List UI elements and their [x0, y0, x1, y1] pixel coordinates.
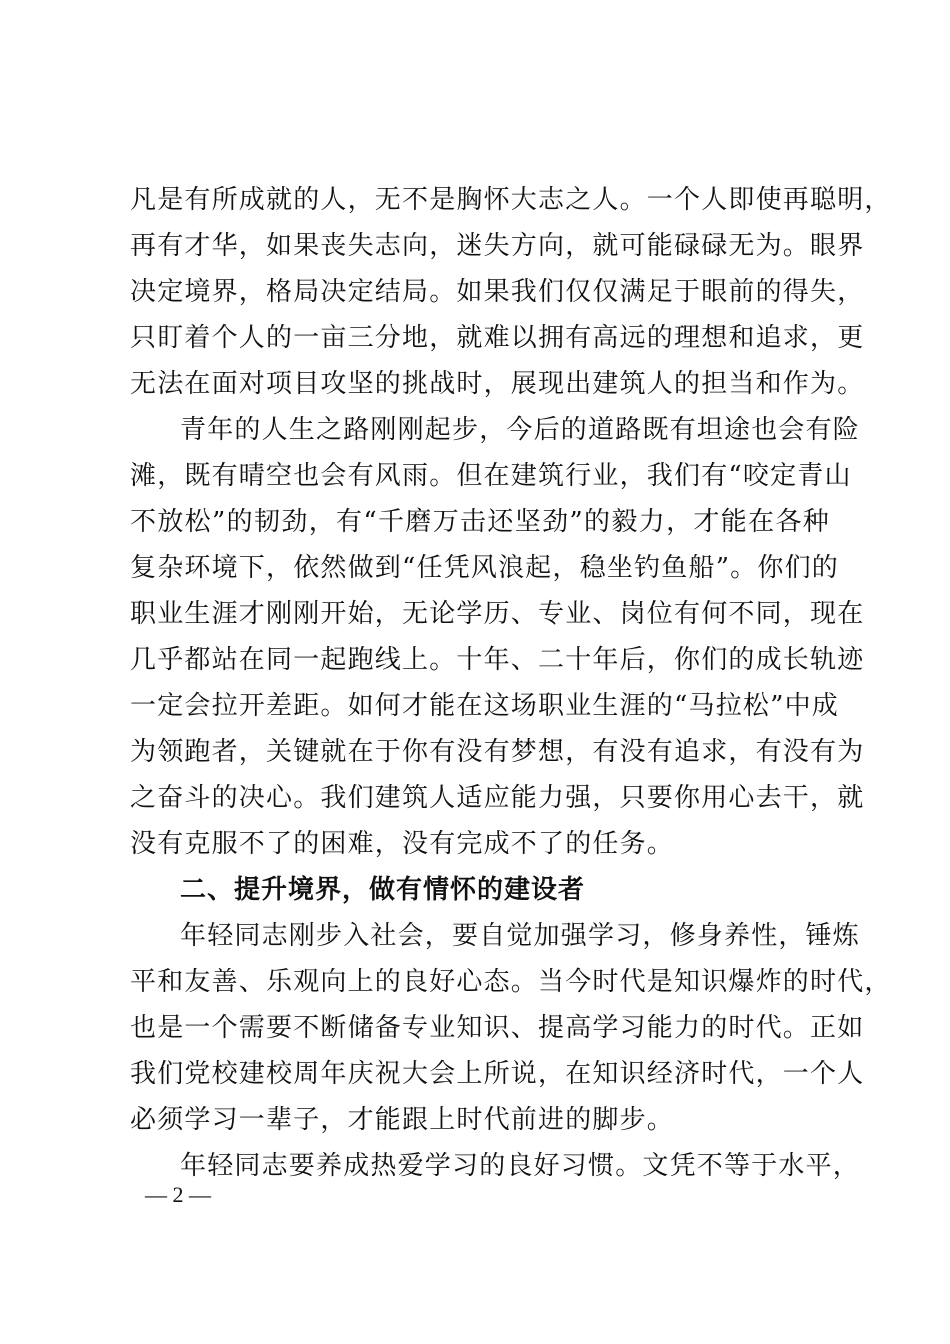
- text-line: 青年的人生之路刚刚起步，今后的道路既有坦途也会有险: [180, 415, 861, 445]
- text-line: 凡是有所成就的人，无不是胸怀大志之人。一个人即使再聪明，: [130, 185, 892, 215]
- text-line: 平和友善、乐观向上的良好心态。当今时代是知识爆炸的时代，: [130, 967, 892, 997]
- page-number: — 2 —: [145, 1182, 211, 1207]
- text-line: 没有克服不了的困难，没有完成不了的任务。: [130, 829, 675, 859]
- text-line: 滩，既有晴空也会有风雨。但在建筑行业，我们有“咬定青山: [130, 461, 852, 491]
- text-line: 年轻同志刚步入社会，要自觉加强学习，修身养性，锤炼: [180, 921, 861, 951]
- text-line: 决定境界，格局决定结局。如果我们仅仅满足于眼前的得失，: [130, 277, 865, 307]
- text-line: 年轻同志要养成热爱学习的良好习惯。文凭不等于水平，: [180, 1151, 861, 1181]
- text-line: 为领跑者，关键就在于你有没有梦想，有没有追求，有没有为: [130, 737, 865, 767]
- text-line: 也是一个需要不断储备专业知识、提高学习能力的时代。正如: [130, 1013, 865, 1043]
- text-line: 无法在面对项目攻坚的挑战时，展现出建筑人的担当和作为。: [130, 369, 865, 399]
- text-line: 几乎都站在同一起跑线上。十年、二十年后，你们的成长轨迹: [130, 645, 865, 675]
- section-heading: 二、提升境界，做有情怀的建设者: [180, 875, 586, 905]
- text-line: 不放松”的韧劲，有“千磨万击还坚劲”的毅力，才能在各种: [130, 507, 830, 537]
- text-line: 职业生涯才刚刚开始，无论学历、专业、岗位有何不同，现在: [130, 599, 865, 629]
- text-line: 只盯着个人的一亩三分地，就难以拥有高远的理想和追求，更: [130, 323, 865, 353]
- text-line: 再有才华，如果丧失志向，迷失方向，就可能碌碌无为。眼界: [130, 231, 865, 261]
- text-line: 一定会拉开差距。如何才能在这场职业生涯的“马拉松”中成: [130, 691, 839, 721]
- text-line: 之奋斗的决心。我们建筑人适应能力强，只要你用心去干，就: [130, 783, 865, 813]
- text-line: 复杂环境下，依然做到“任凭风浪起，稳坐钓鱼船”。你们的: [130, 553, 839, 583]
- text-line: 我们党校建校周年庆祝大会上所说，在知识经济时代，一个人: [130, 1059, 865, 1089]
- text-line: 必须学习一辈子，才能跟上时代前进的脚步。: [130, 1105, 675, 1135]
